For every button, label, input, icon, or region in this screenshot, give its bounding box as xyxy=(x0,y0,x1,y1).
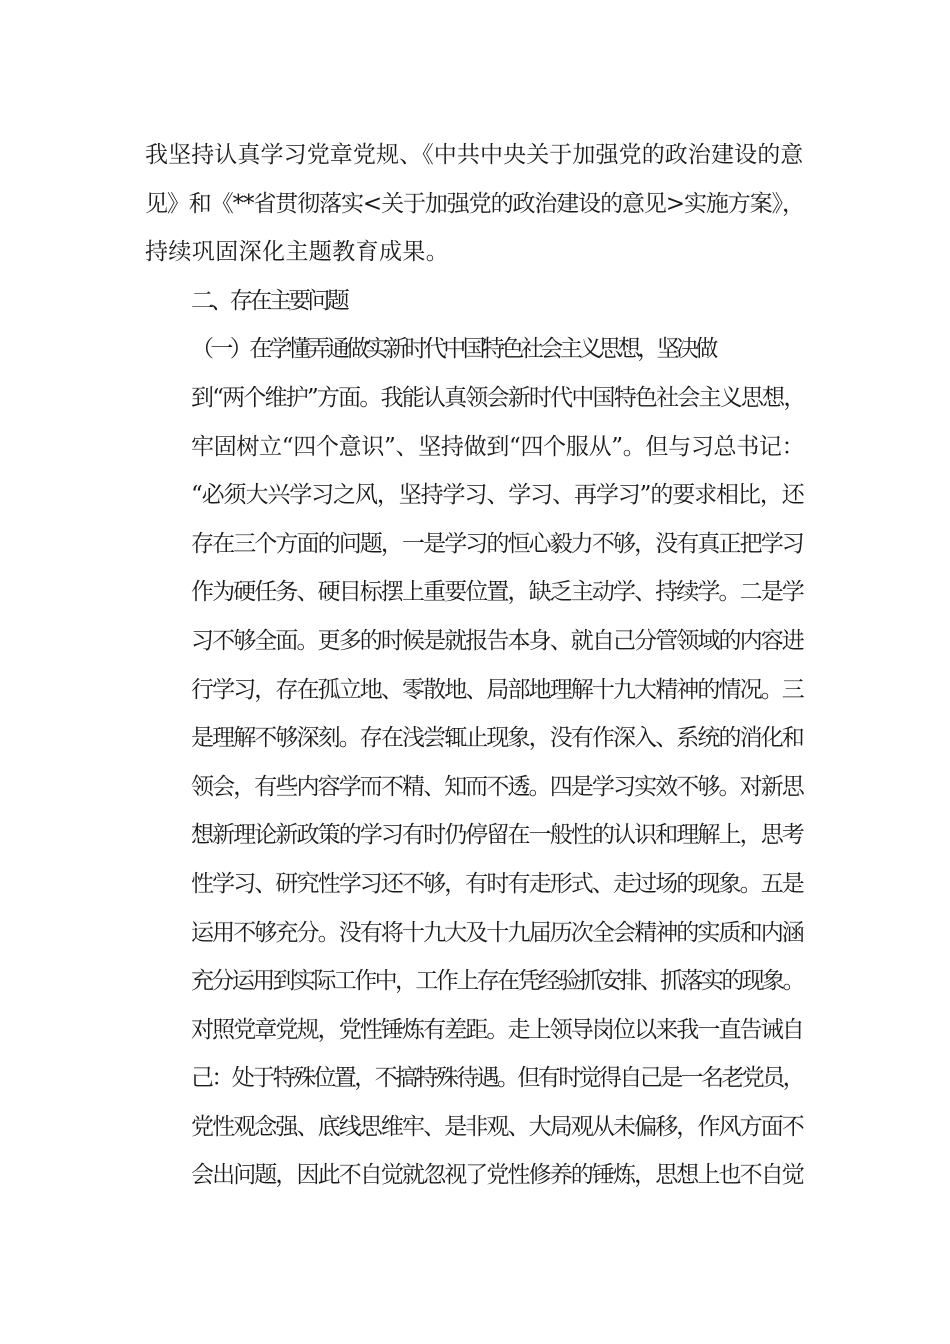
text-line: 充分运用到实际工作中，工作上存在凭经验抓安排、抓落实的现象。 xyxy=(191,968,804,995)
document-body xyxy=(145,131,805,1200)
section-heading xyxy=(145,277,805,326)
paragraph-problem-one xyxy=(145,325,805,1200)
text-line: 到“两个维护”方面。我能认真领会新时代中国特色社会主义思想， xyxy=(191,384,805,411)
text-line: 我坚持认真学习党章党规、《中共中央关于加强党的政治建设的意 xyxy=(145,142,804,168)
text-line: 牢固树立“四个意识”、坚持做到“四个服从”。但与习总书记： xyxy=(191,433,805,460)
text-line: 运用不够充分。没有将十九大及十九届历次全会精神的实质和内涵 xyxy=(191,919,803,946)
text-line: 是理解不够深刻。存在浅尝辄止现象，没有作深入、系统的消化和 xyxy=(191,725,803,752)
text-line: 存在三个方面的问题，一是学习的恒心毅力不够，没有真正把学习 xyxy=(191,530,803,557)
paragraph-study-commitment xyxy=(145,131,805,277)
text-line: （一）在学懂弄通做实新时代中国特色社会主义思想，坚决做 xyxy=(191,336,715,363)
text-line: 性学习、研究性学习还不够，有时有走形式、走过场的现象。五是 xyxy=(191,870,803,897)
text-line: 会出问题，因此不自觉就忽视了党性修养的锤炼，思想上也不自觉 xyxy=(191,1162,803,1189)
text-line: 领会，有些内容学而不精、知而不透。四是学习实效不够。对新思 xyxy=(191,773,803,800)
text-line: 习不够全面。更多的时候是就报告本身、就自己分管领域的内容进 xyxy=(191,627,803,654)
text-line: 己：处于特殊位置，不搞特殊待遇。但有时觉得自己是一名老党员， xyxy=(191,1065,804,1092)
heading-text: 二、存在主要问题 xyxy=(191,287,347,314)
text-line: 作为硬任务、硬目标摆上重要位置，缺乏主动学、持续学。二是学 xyxy=(191,579,803,606)
text-line: 见》和《**省贯彻落实<关于加强党的政治建设的意见>实施方案》， xyxy=(145,190,804,217)
text-line: 行学习，存在孤立地、零散地、局部地理解十九大精神的情况。三 xyxy=(191,676,803,703)
text-line: 想新理论新政策的学习有时仍停留在一般性的认识和理解上，思考 xyxy=(191,822,803,849)
text-line: 对照党章党规，党性锤炼有差距。走上领导岗位以来我一直告诫自 xyxy=(191,1016,803,1043)
text-line: 党性观念强、底线思维牢、是非观、大局观从未偏移，作风方面不 xyxy=(191,1113,803,1140)
text-line: “必须大兴学习之风，坚持学习、学习、再学习”的要求相比，还 xyxy=(191,482,804,509)
text-line: 持续巩固深化主题教育成果。 xyxy=(145,239,450,266)
